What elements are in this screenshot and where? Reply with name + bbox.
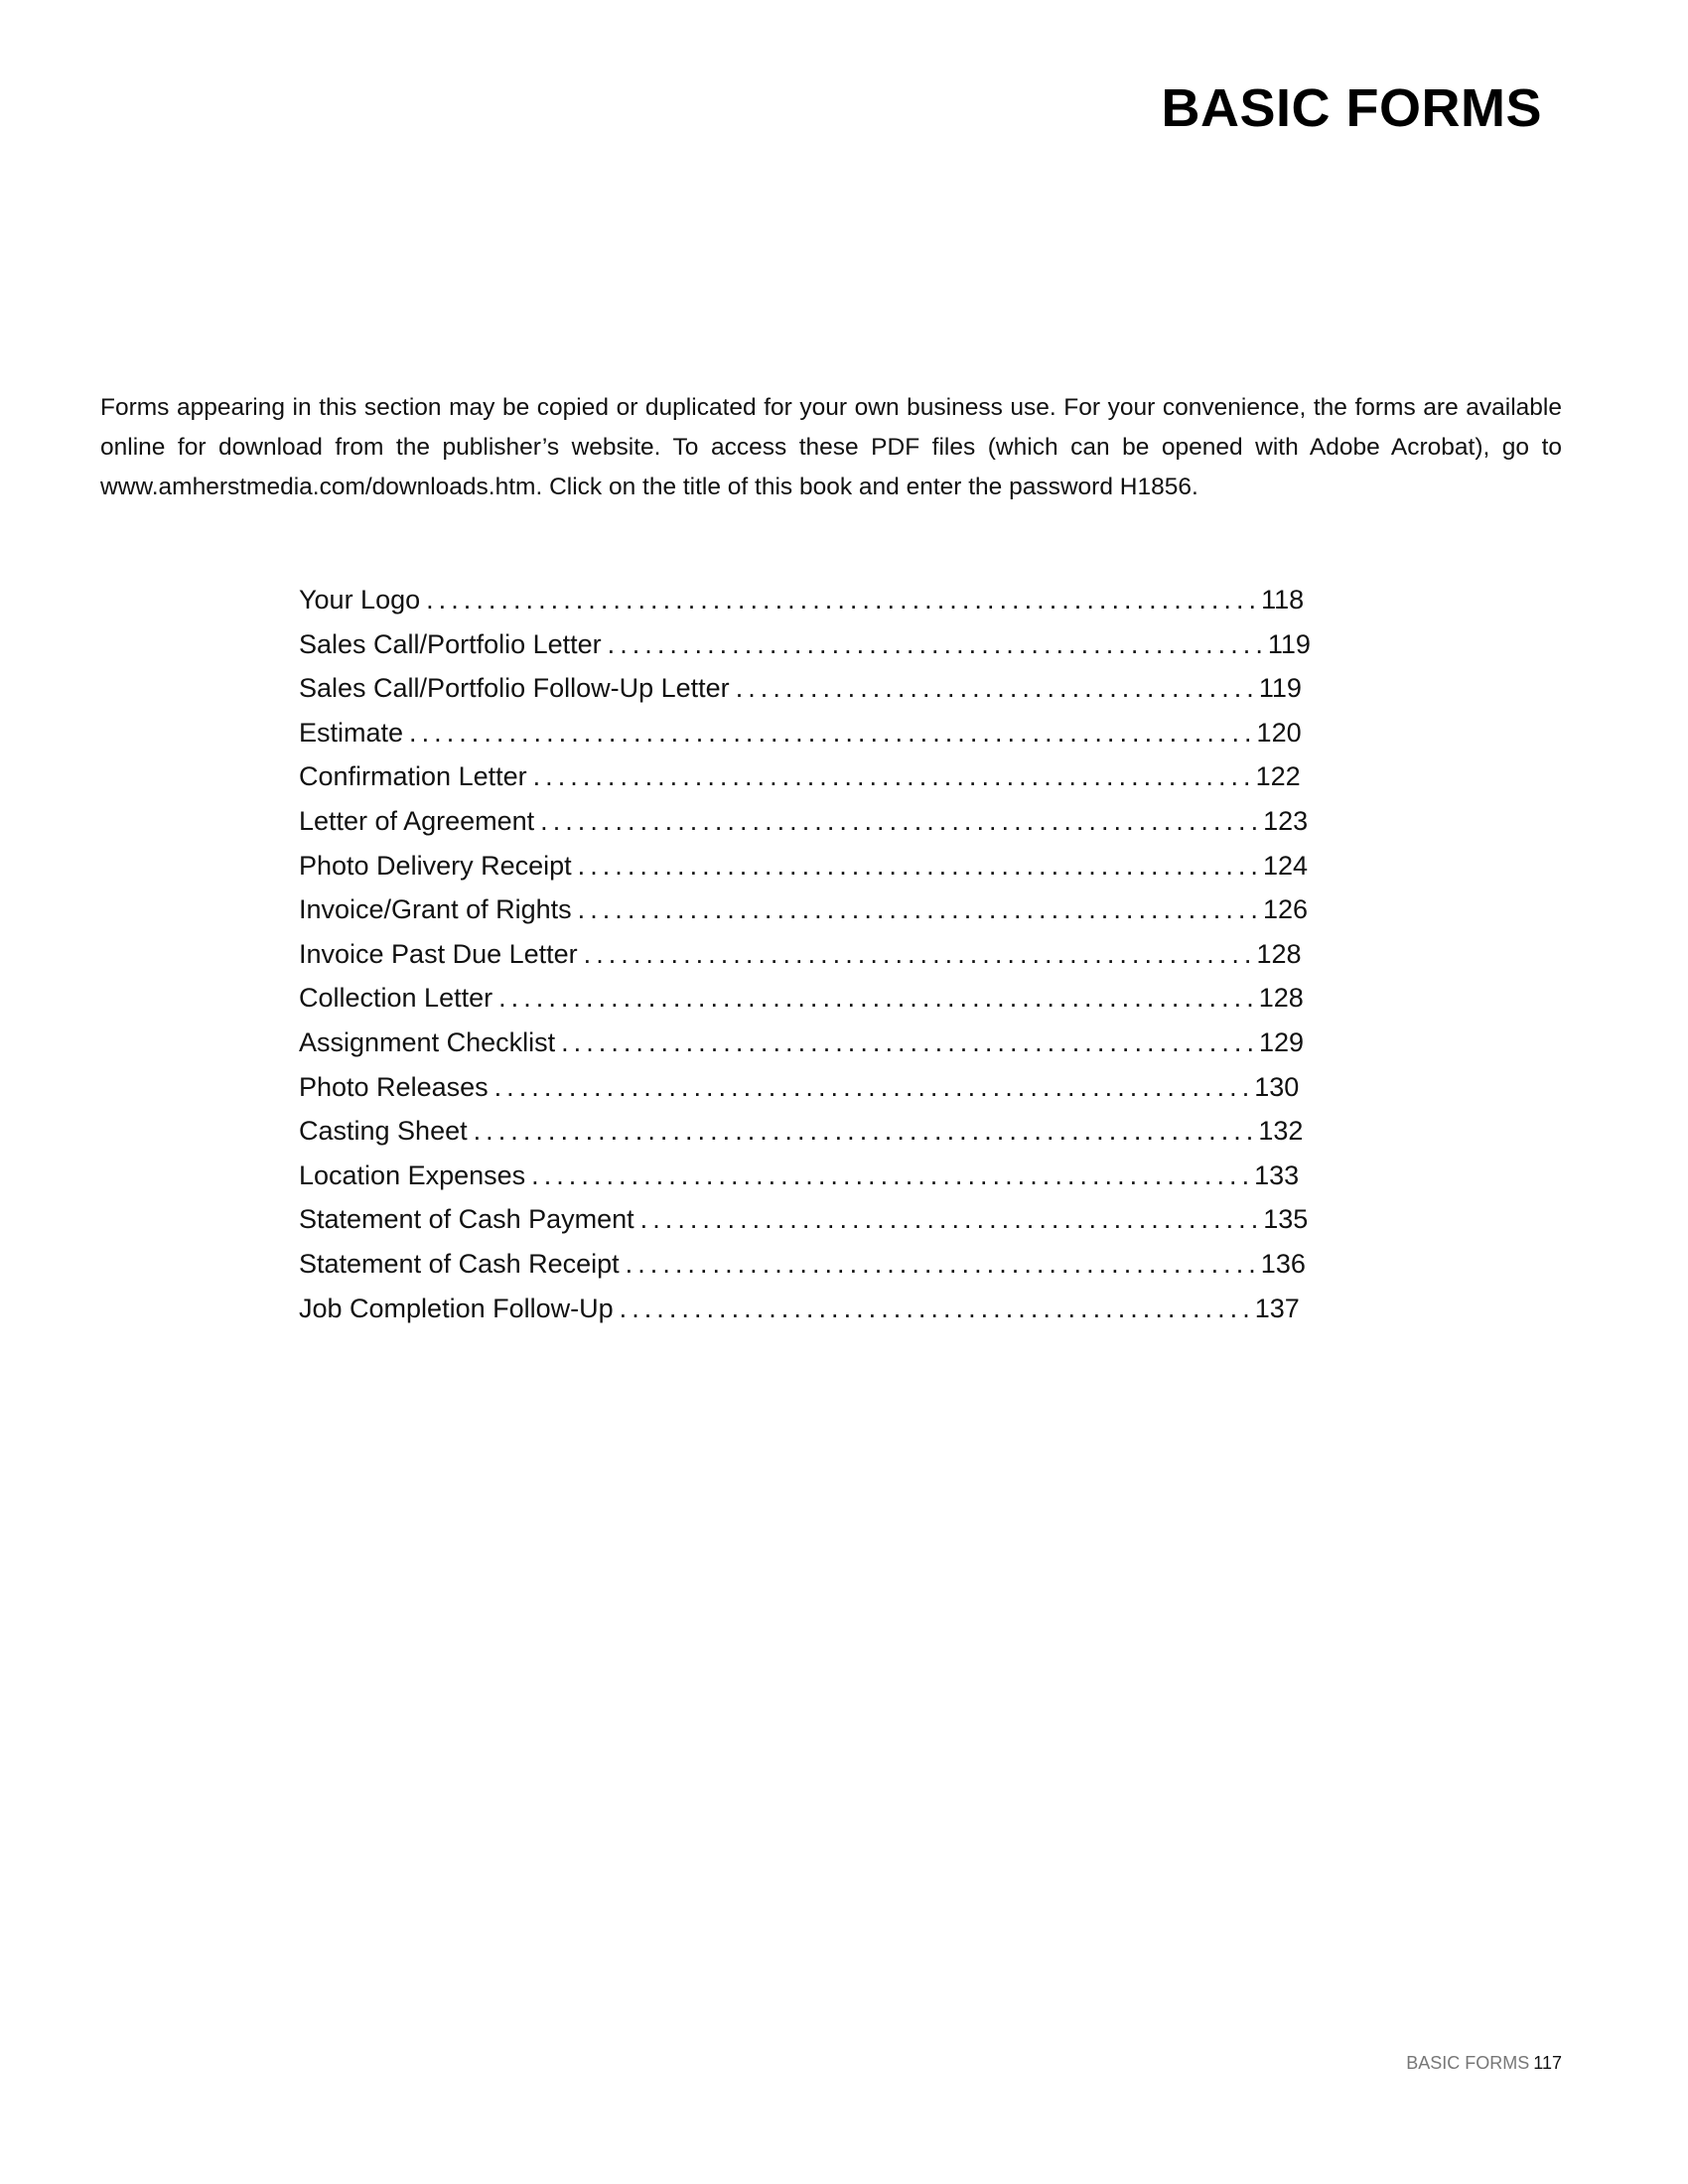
- toc-entry[interactable]: [299, 1021, 1311, 1065]
- toc-entry-page: 126: [1262, 894, 1309, 925]
- toc-leader: .......................................................: [577, 894, 1263, 925]
- footer-section-label: BASIC FORMS: [1406, 2053, 1530, 2073]
- toc-entry-title: Confirmation Letter: [299, 761, 527, 792]
- toc-leader: ...................................................: [625, 1248, 1261, 1279]
- toc-leader: ..........................................................: [531, 1160, 1255, 1190]
- toc-entry-page: 120: [1256, 717, 1302, 748]
- toc-entry-title: Invoice/Grant of Rights: [299, 894, 572, 925]
- toc-leader: .............................................................: [493, 1071, 1255, 1102]
- toc-entry-page: 123: [1263, 805, 1309, 836]
- toc-entry-title: Collection Letter: [299, 983, 493, 1014]
- page-title: BASIC FORMS: [1161, 78, 1542, 138]
- toc-leader: .......................................................: [577, 850, 1263, 881]
- toc-entry[interactable]: [299, 754, 1311, 799]
- toc-entry-title: Sales Call/Portfolio Letter: [299, 628, 602, 659]
- toc-entry[interactable]: [299, 1242, 1311, 1287]
- toc-entry[interactable]: [299, 666, 1311, 711]
- toc-entry[interactable]: [299, 1065, 1311, 1110]
- toc-entry-page: 130: [1254, 1071, 1300, 1102]
- table-of-contents: [299, 578, 1311, 1330]
- toc-leader: ....................................................................: [409, 717, 1257, 748]
- toc-entry[interactable]: [299, 1197, 1311, 1242]
- toc-entry-title: Photo Releases: [299, 1071, 489, 1102]
- toc-entry-page: 118: [1261, 585, 1305, 614]
- toc-leader: ...................................................................: [426, 585, 1262, 614]
- toc-leader: .....................................................: [607, 628, 1268, 659]
- toc-leader: .............................................................: [498, 983, 1259, 1014]
- toc-entry-page: 119: [1267, 628, 1311, 659]
- toc-entry[interactable]: [299, 1287, 1311, 1331]
- toc-entry-page: 136: [1260, 1248, 1306, 1279]
- toc-entry-title: Job Completion Follow-Up: [299, 1293, 614, 1323]
- toc-leader: ..........................................................: [532, 761, 1256, 792]
- toc-entry-page: 135: [1263, 1204, 1309, 1235]
- toc-leader: ........................................................: [561, 1026, 1259, 1057]
- toc-entry[interactable]: [299, 1109, 1311, 1154]
- toc-entry-page: 129: [1259, 1026, 1305, 1057]
- toc-entry-title: Location Expenses: [299, 1160, 526, 1190]
- toc-entry-title: Photo Delivery Receipt: [299, 850, 572, 881]
- toc-leader: ..........................................: [735, 673, 1259, 704]
- toc-entry-page: 128: [1256, 938, 1302, 969]
- toc-entry[interactable]: [299, 622, 1311, 667]
- toc-leader: ...................................................: [619, 1293, 1255, 1323]
- toc-entry-page: 124: [1262, 850, 1309, 881]
- toc-entry-title: Letter of Agreement: [299, 805, 535, 836]
- intro-paragraph: Forms appearing in this section may be copied or duplicated for your own business use. For your convenience, the forms are available online for download from the publisher’s website. To access these PDF files (which can be opened with Adobe Acrobat), go to www.amherstmedia.com/downloads.htm. Click on the title of this book and enter the password H1856.: [100, 394, 1562, 500]
- toc-entry-page: 137: [1254, 1293, 1300, 1323]
- page-footer: [1406, 2053, 1562, 2074]
- toc-entry-title: Your Logo: [299, 585, 421, 614]
- toc-entry-page: 122: [1255, 761, 1301, 792]
- toc-entry-title: Statement of Cash Payment: [299, 1204, 634, 1235]
- toc-entry-title: Estimate: [299, 717, 404, 748]
- toc-entry[interactable]: [299, 711, 1311, 755]
- toc-entry[interactable]: [299, 976, 1311, 1021]
- toc-entry[interactable]: [299, 844, 1311, 888]
- toc-entry-page: 119: [1258, 673, 1302, 704]
- toc-entry-page: 132: [1258, 1116, 1304, 1147]
- toc-entry-title: Statement of Cash Receipt: [299, 1248, 620, 1279]
- toc-entry-title: Casting Sheet: [299, 1116, 468, 1147]
- toc-entry-title: Assignment Checklist: [299, 1026, 556, 1057]
- toc-entry-title: Invoice Past Due Letter: [299, 938, 578, 969]
- toc-leader: ......................................................: [583, 938, 1257, 969]
- toc-entry[interactable]: [299, 799, 1311, 844]
- toc-entry-page: 128: [1258, 983, 1304, 1014]
- toc-entry[interactable]: [299, 1154, 1311, 1198]
- toc-entry[interactable]: [299, 932, 1311, 977]
- toc-entry[interactable]: [299, 887, 1311, 932]
- toc-leader: ...............................................................: [473, 1116, 1259, 1147]
- toc-leader: ..........................................................: [540, 805, 1264, 836]
- page-number: 117: [1533, 2053, 1562, 2073]
- toc-entry[interactable]: [299, 578, 1311, 622]
- toc-entry-page: 133: [1254, 1160, 1300, 1190]
- toc-entry-title: Sales Call/Portfolio Follow-Up Letter: [299, 673, 730, 704]
- toc-leader: ..................................................: [639, 1204, 1264, 1235]
